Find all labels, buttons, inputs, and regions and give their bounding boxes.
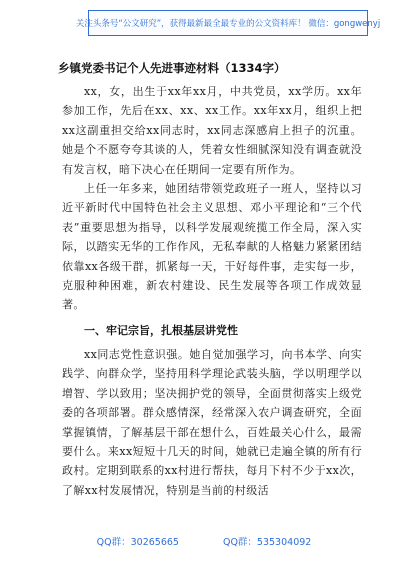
promo-banner-text: 关注头条号“公文研究”，获得最新最全最专业的公文资料库！ 微信：gongwenyj — [75, 19, 381, 29]
footer — [0, 534, 408, 550]
document-title: 乡镇党委书记个人先进事迹材料（1334字） — [58, 61, 286, 75]
paragraph-overview: 上任一年多来，她团结带领党政班子一班人，坚持以习近平新时代中国特色社会主义思想、邓小平理论和“三个代表”重要思想为指导，以科学发展观统揽工作全局，深入实际，以踏实无华的工作作风，无私奉献的人格魅力紧紧团结依靠xx各级干群，抓紧每一天，干好每件事，走实每一步，克服种种困难，新农村建设、民生发展等各项工作成效显著。 — [62, 182, 362, 312]
promo-banner — [75, 10, 381, 36]
footer-qq-group-1: QQ群：30265665 — [96, 537, 179, 548]
paragraph-section-1: xx同志党性意识强。她自觉加强学习，向书本学、向实践学、向群众学，坚持用科学理论武装头脑，学以明理学以增智、学以致用；坚决拥护党的领导，全面贯彻落实上级党委的各项部署。群众感情深，经常深入农户调查研究，全面掌握镇情，了解基层干部在想什么，百姓最关心什么，最需要什么。来xx短短十几天的时间，她就已走遍全镇的所有行政村。定期到联系的xx村进行帮扶，每月下村不少于xx次，了解xx村发展情况，特别是当前的村级活 — [62, 347, 363, 497]
section-heading: 一、牢记宗旨，扎根基层讲党性 — [84, 323, 238, 337]
document-body — [62, 82, 362, 500]
paragraph-intro: xx，女，出生于xx年xx月，中共党员，xx学历。xx年参加工作，先后在xx、xx、xx工作。xx年xx月，组织上把xx这副重担交给xx同志时，xx同志深感肩上担子的沉重。她是个不愿夸夸其谈的人，凭着女性细腻深知没有调查就没有发言权，暗下决心在任期间一定要有所作为。 — [62, 85, 362, 176]
footer-qq-group-2: QQ群：535304092 — [222, 537, 312, 548]
